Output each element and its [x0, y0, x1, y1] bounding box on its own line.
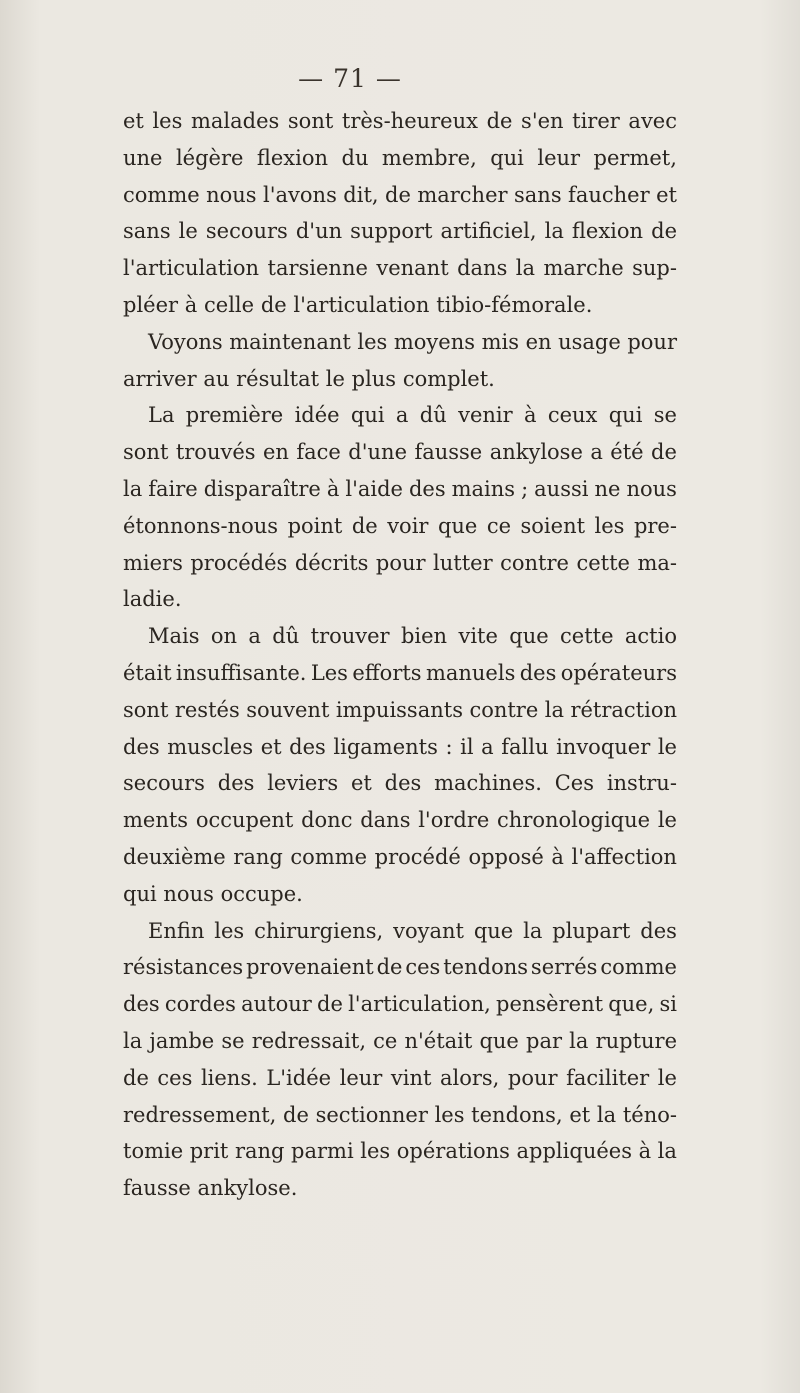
text-line: arriver au résultat le plus complet.	[123, 366, 495, 391]
text-line: redressement, de sectionner les tendons, et la téno-	[123, 1102, 677, 1127]
text-line: était insuffisante. Les efforts manuels des opérateurs	[123, 660, 677, 685]
paragraph	[123, 618, 677, 912]
text-line: la faire disparaître à l'aide des mains ; aussi ne nous	[123, 476, 677, 501]
text-line: sans le secours d'un support artificiel, la flexion de	[123, 219, 677, 244]
page-number: — 71 —	[298, 64, 402, 93]
text-line: des cordes autour de l'articulation, pensèrent que, si	[123, 992, 677, 1017]
text-line: Mais on a dû trouver bien vite que cette actio	[148, 624, 677, 649]
text-line: tomie prit rang parmi les opérations appliquées à la	[123, 1139, 677, 1164]
text-line: sont restés souvent impuissants contre la rétraction	[123, 697, 677, 722]
text-line: étonnons-nous point de voir que ce soient les pre-	[123, 513, 677, 538]
text-line: ments occupent donc dans l'ordre chronologique le	[123, 808, 677, 833]
paragraph	[123, 103, 677, 324]
text-line: secours des leviers et des machines. Ces instru-	[123, 771, 677, 796]
text-line: qui nous occupe.	[123, 881, 303, 906]
body-text	[123, 103, 677, 1207]
text-line: et les malades sont très-heureux de s'en tirer avec	[123, 109, 677, 133]
text-line: des muscles et des ligaments : il a fallu invoquer le	[123, 734, 677, 759]
text-line: la jambe se redressait, ce n'était que par la rupture	[123, 1028, 677, 1053]
text-line: Enfin les chirurgiens, voyant que la plupart des	[148, 918, 677, 943]
text-line: comme nous l'avons dit, de marcher sans faucher et	[123, 182, 677, 207]
text-line: une légère flexion du membre, qui leur permet,	[123, 145, 677, 170]
text-line: sont trouvés en face d'une fausse ankylose a été de	[123, 440, 677, 465]
paragraph	[123, 913, 677, 1207]
text-line: deuxième rang comme procédé opposé à l'affection	[123, 844, 677, 869]
text-line: l'articulation tarsienne venant dans la marche sup-	[123, 256, 677, 281]
text-line: Voyons maintenant les moyens mis en usage pour	[148, 329, 677, 354]
text-line: fausse ankylose.	[123, 1176, 298, 1201]
text-line: pléer à celle de l'articulation tibio-fémorale.	[123, 292, 593, 317]
text-line: ladie.	[123, 587, 182, 612]
text-line: de ces liens. L'idée leur vint alors, pour faciliter le	[123, 1065, 677, 1090]
text-line: résistances provenaient de ces tendons serrés comme	[123, 955, 677, 980]
paragraph	[123, 397, 677, 618]
text-line: La première idée qui a dû venir à ceux qui se	[148, 403, 677, 428]
paragraph	[123, 324, 677, 398]
text-line: miers procédés décrits pour lutter contre cette ma-	[123, 550, 677, 575]
